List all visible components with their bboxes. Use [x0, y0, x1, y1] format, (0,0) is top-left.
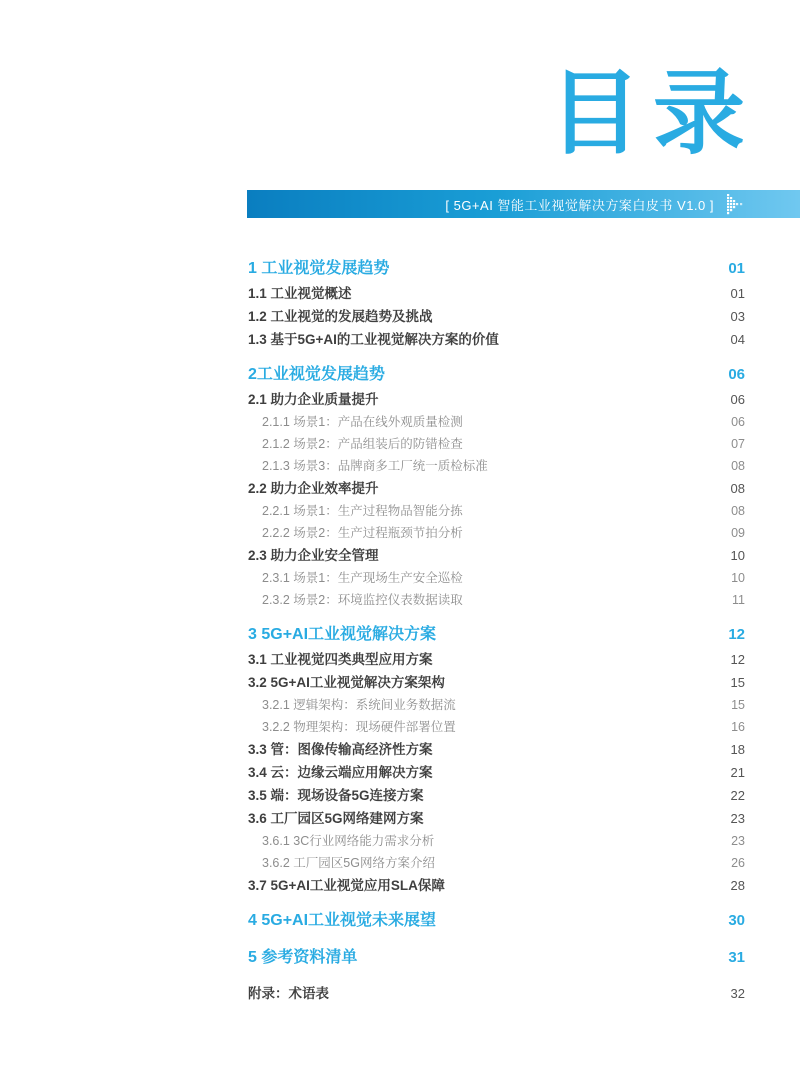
- toc-row[interactable]: [248, 719, 745, 736]
- toc-entry-label: 2.3.1 场景1：生产现场生产安全巡检: [262, 571, 463, 585]
- toc-entry-label: 3.6 工厂园区5G网络建网方案: [248, 811, 424, 826]
- toc-entry-page: 06: [731, 415, 745, 429]
- toc-entry-page: 12: [730, 652, 745, 667]
- toc-entry-label: 2.1.1 场景1：产品在线外观质量检测: [262, 415, 463, 429]
- toc-row[interactable]: [248, 833, 745, 850]
- toc-entry-page: 06: [730, 392, 745, 407]
- toc-row[interactable]: [248, 910, 745, 932]
- toc-row[interactable]: [248, 525, 745, 542]
- toc-entry-label: 2.3.2 场景2：环境监控仪表数据读取: [262, 593, 463, 607]
- toc-entry-label: 1.1 工业视觉概述: [248, 286, 352, 301]
- toc-row[interactable]: [248, 877, 745, 895]
- toc-entry-page: 10: [730, 548, 745, 563]
- toc-entry-label: 2工业视觉发展趋势: [248, 366, 385, 383]
- toc-entry-page: 28: [730, 878, 745, 893]
- toc-entry-page: 22: [730, 788, 745, 803]
- toc-entry-page: 01: [728, 260, 745, 277]
- toc-entry-label: 3.7 5G+AI工业视觉应用SLA保障: [248, 878, 445, 893]
- toc-row[interactable]: [248, 697, 745, 714]
- toc-entry-page: 32: [730, 986, 745, 1001]
- page-title: 目录: [548, 63, 757, 165]
- toc-entry-label: 3.2 5G+AI工业视觉解决方案架构: [248, 675, 445, 690]
- toc-entry-page: 30: [728, 912, 745, 929]
- toc-entry-page: 10: [731, 571, 745, 585]
- toc-row[interactable]: [248, 458, 745, 475]
- toc-entry-page: 15: [731, 698, 745, 712]
- toc-row[interactable]: [248, 503, 745, 520]
- toc-row[interactable]: [248, 308, 745, 326]
- toc-entry-page: 26: [731, 856, 745, 870]
- toc-entry-label: 2.2.1 场景1：生产过程物品智能分拣: [262, 504, 463, 518]
- toc-entry-label: 1.3 基于5G+AI的工业视觉解决方案的价值: [248, 332, 499, 347]
- toc-entry-page: 11: [732, 593, 745, 607]
- banner-title: [ 5G+AI 智能工业视觉解决方案白皮书 V1.0 ]: [445, 197, 714, 213]
- toc-entry-label: 2.1 助力企业质量提升: [248, 392, 379, 407]
- toc-row[interactable]: [248, 592, 745, 609]
- toc-entry-page: 23: [730, 811, 745, 826]
- toc-entry-page: 23: [731, 834, 745, 848]
- toc-entry-page: 16: [731, 720, 745, 734]
- table-of-contents: [248, 258, 745, 1003]
- toc-entry-page: 12: [728, 626, 745, 643]
- toc-row[interactable]: [248, 570, 745, 587]
- pixel-arrow-icon: [727, 194, 748, 215]
- toc-entry-page: 07: [731, 437, 745, 451]
- toc-entry-label: 5 参考资料清单: [248, 949, 358, 966]
- toc-entry-page: 08: [731, 459, 745, 473]
- toc-entry-label: 2.1.2 场景2：产品组装后的防错检查: [262, 437, 463, 451]
- toc-entry-label: 2.2 助力企业效率提升: [248, 481, 379, 496]
- toc-entry-page: 04: [730, 332, 745, 347]
- toc-row[interactable]: [248, 436, 745, 453]
- toc-entry-page: 08: [731, 504, 745, 518]
- toc-entry-page: 31: [728, 949, 745, 966]
- toc-row[interactable]: [248, 787, 745, 805]
- toc-entry-label: 3.3 管：图像传输高经济性方案: [248, 742, 433, 757]
- toc-entry-label: 3.6.1 3C行业网络能力需求分析: [262, 834, 435, 848]
- toc-row[interactable]: [248, 391, 745, 409]
- toc-entry-page: 18: [730, 742, 745, 757]
- toc-entry-page: 21: [730, 765, 745, 780]
- toc-row[interactable]: [248, 947, 745, 969]
- toc-entry-label: 3.1 工业视觉四类典型应用方案: [248, 652, 433, 667]
- toc-entry-label: 2.3 助力企业安全管理: [248, 548, 379, 563]
- toc-row[interactable]: [248, 855, 745, 872]
- toc-entry-label: 2.1.3 场景3：品牌商多工厂统一质检标准: [262, 459, 488, 473]
- toc-entry-label: 1.2 工业视觉的发展趋势及挑战: [248, 309, 433, 324]
- toc-entry-label: 3.4 云：边缘云端应用解决方案: [248, 765, 433, 780]
- toc-row[interactable]: [248, 624, 745, 646]
- toc-entry-label: 3.5 端：现场设备5G连接方案: [248, 788, 424, 803]
- toc-entry-label: 3.6.2 工厂园区5G网络方案介绍: [262, 856, 435, 870]
- toc-row[interactable]: [248, 331, 745, 349]
- toc-entry-page: 06: [728, 366, 745, 383]
- toc-row[interactable]: [248, 547, 745, 565]
- toc-entry-page: 15: [730, 675, 745, 690]
- toc-entry-label: 2.2.2 场景2：生产过程瓶颈节拍分析: [262, 526, 463, 540]
- toc-row[interactable]: [248, 985, 745, 1003]
- toc-entry-label: 附录：术语表: [248, 986, 329, 1001]
- toc-row[interactable]: [248, 364, 745, 386]
- toc-entry-label: 4 5G+AI工业视觉未来展望: [248, 912, 437, 929]
- toc-entry-label: 3.2.1 逻辑架构：系统间业务数据流: [262, 698, 456, 712]
- toc-entry-label: 3.2.2 物理架构：现场硬件部署位置: [262, 720, 456, 734]
- toc-row[interactable]: [248, 258, 745, 280]
- toc-row[interactable]: [248, 741, 745, 759]
- toc-entry-page: 08: [730, 481, 745, 496]
- header-banner: [247, 190, 800, 218]
- toc-entry-page: 03: [730, 309, 745, 324]
- toc-row[interactable]: [248, 414, 745, 431]
- toc-row[interactable]: [248, 285, 745, 303]
- toc-row[interactable]: [248, 674, 745, 692]
- toc-row[interactable]: [248, 651, 745, 669]
- toc-entry-label: 3 5G+AI工业视觉解决方案: [248, 626, 437, 643]
- toc-row[interactable]: [248, 480, 745, 498]
- toc-entry-page: 09: [731, 526, 745, 540]
- toc-entry-label: 1 工业视觉发展趋势: [248, 260, 390, 277]
- toc-row[interactable]: [248, 810, 745, 828]
- toc-row[interactable]: [248, 764, 745, 782]
- toc-entry-page: 01: [730, 286, 745, 301]
